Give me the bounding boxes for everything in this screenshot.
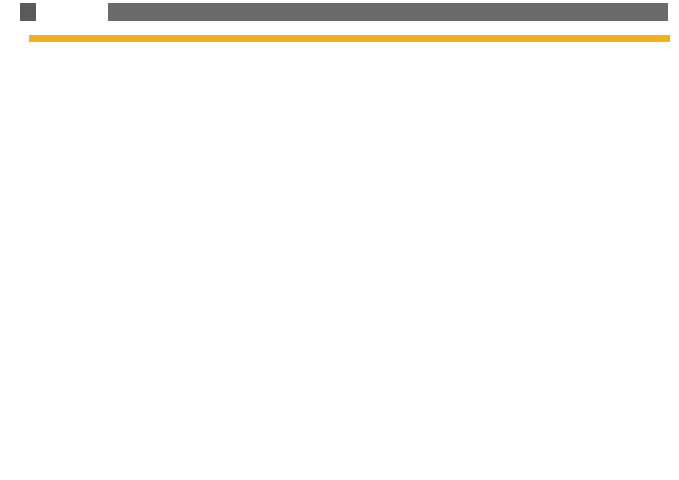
header-band bbox=[108, 3, 668, 21]
header-bar bbox=[0, 0, 679, 26]
equipment-bar bbox=[29, 35, 670, 42]
section-tag bbox=[20, 3, 36, 21]
